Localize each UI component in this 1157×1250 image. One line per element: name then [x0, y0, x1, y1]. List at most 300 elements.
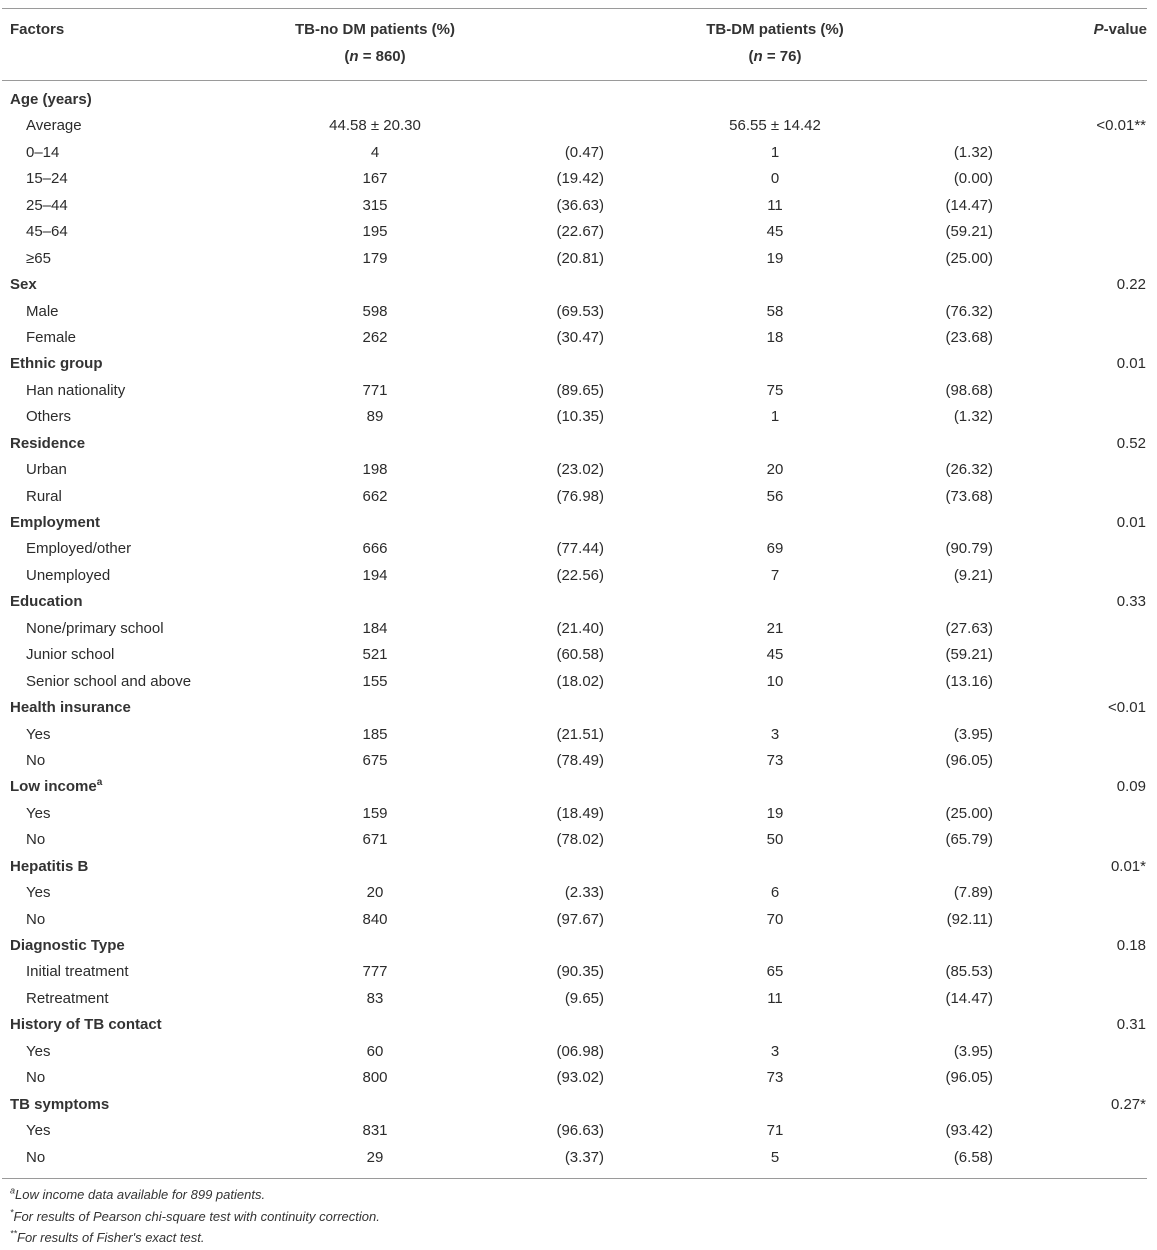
header-pvalue-italic: P — [1093, 21, 1104, 38]
row-label — [26, 113, 82, 139]
table-row — [0, 880, 1157, 906]
no-dm-percent-text: (10.35) — [556, 408, 604, 426]
no-dm-percent — [520, 378, 604, 404]
p-value-text: 0.18 — [1116, 937, 1146, 954]
section-row — [0, 351, 1157, 377]
dm-count-text: 6 — [770, 884, 780, 902]
no-dm-percent-text: (60.58) — [556, 646, 604, 664]
no-dm-count — [235, 801, 515, 827]
dm-percent — [905, 801, 993, 827]
dm-percent — [905, 1065, 993, 1091]
no-dm-percent — [520, 484, 604, 510]
dm-count — [635, 986, 915, 1012]
dm-percent — [905, 193, 993, 219]
row-label-text: 25–44 — [26, 196, 68, 214]
table-row — [0, 113, 1157, 139]
row-label-text: No — [26, 1069, 46, 1087]
row-label-text: Han nationality — [26, 381, 126, 399]
dm-count — [635, 1145, 915, 1171]
row-label-text: 45–64 — [26, 223, 68, 241]
row-label — [26, 722, 50, 748]
row-label — [26, 536, 131, 562]
row-label — [26, 457, 67, 483]
dm-count-text: 7 — [770, 566, 780, 584]
no-dm-count — [235, 827, 515, 853]
row-label-text: Senior school and above — [26, 672, 192, 690]
row-label-text: Yes — [26, 725, 51, 743]
dm-percent-text: (1.32) — [953, 408, 993, 426]
table-row — [0, 219, 1157, 245]
no-dm-percent-text: (77.44) — [556, 540, 604, 558]
dm-percent-text: (23.68) — [945, 328, 993, 346]
section-row — [0, 431, 1157, 457]
no-dm-count-text: 262 — [362, 328, 388, 346]
no-dm-count-text: 198 — [362, 461, 388, 479]
dm-percent-text: (26.32) — [945, 461, 993, 479]
row-label — [26, 299, 59, 325]
no-dm-count-text: 777 — [362, 963, 388, 981]
dm-count — [635, 484, 915, 510]
row-label — [26, 880, 50, 906]
dm-percent-text: (92.11) — [946, 910, 993, 928]
no-dm-count — [235, 1065, 515, 1091]
no-dm-percent — [520, 536, 604, 562]
row-label-text: Retreatment — [26, 989, 109, 1007]
no-dm-count-text: 771 — [362, 381, 388, 399]
no-dm-percent-text: (89.65) — [556, 381, 604, 399]
dm-count — [635, 113, 915, 139]
no-dm-percent — [520, 986, 604, 1012]
dm-count — [635, 219, 915, 245]
dm-count — [635, 748, 915, 774]
no-dm-count-text: 666 — [362, 540, 388, 558]
no-dm-count-text: 167 — [362, 170, 388, 188]
no-dm-count — [235, 246, 515, 272]
header-group1-n: (n = 860) — [344, 48, 406, 65]
row-label — [10, 589, 83, 615]
p-value-text: 0.09 — [1116, 778, 1146, 796]
dm-count-text: 71 — [766, 1122, 784, 1140]
row-label-text: None/primary school — [26, 619, 164, 637]
row-label — [26, 669, 191, 695]
table-row — [0, 959, 1157, 985]
no-dm-percent-text: (96.63) — [556, 1122, 604, 1140]
no-dm-count — [235, 113, 515, 139]
p-value — [1010, 695, 1146, 721]
row-label-text: Yes — [26, 1042, 51, 1060]
dm-count-text: 75 — [766, 381, 784, 399]
no-dm-percent-text: (30.47) — [556, 328, 604, 346]
dm-count — [635, 325, 915, 351]
row-label-text: Residence — [10, 434, 86, 452]
dm-count-text: 11 — [767, 989, 783, 1007]
no-dm-count — [235, 563, 515, 589]
no-dm-count — [235, 299, 515, 325]
row-label-text: No — [26, 1148, 46, 1166]
row-label-text: No — [26, 910, 46, 928]
dm-count-text: 18 — [766, 328, 784, 346]
table-row — [0, 563, 1157, 589]
no-dm-percent-text: (21.40) — [556, 619, 604, 637]
row-label — [26, 140, 59, 166]
no-dm-count-text: 185 — [362, 725, 388, 743]
dm-count — [635, 1118, 915, 1144]
no-dm-count — [235, 880, 515, 906]
table-row — [0, 246, 1157, 272]
p-value-text: 0.31 — [1116, 1016, 1146, 1034]
no-dm-percent-text: (2.33) — [564, 884, 604, 902]
row-label-text: Rural — [26, 487, 62, 505]
row-label — [10, 1012, 162, 1038]
no-dm-percent-text: (78.49) — [556, 751, 604, 769]
no-dm-count-text: 194 — [362, 566, 388, 584]
row-label-text: Ethnic group — [10, 355, 103, 373]
dm-count — [635, 801, 915, 827]
footnote-mark: ** — [10, 1228, 18, 1239]
row-label-text: Employment — [10, 514, 101, 531]
no-dm-percent-text: (78.02) — [556, 831, 604, 849]
dm-count — [635, 246, 915, 272]
no-dm-percent — [520, 801, 604, 827]
row-label — [26, 246, 51, 272]
dm-count — [635, 1065, 915, 1091]
table-row — [0, 801, 1157, 827]
table-row — [0, 827, 1157, 853]
no-dm-percent-text: (76.98) — [556, 487, 604, 505]
dm-percent — [905, 404, 993, 430]
dm-count-text: 3 — [770, 1042, 780, 1060]
no-dm-percent-text: (19.42) — [556, 170, 604, 188]
row-label-text: Yes — [26, 804, 51, 822]
no-dm-percent — [520, 1065, 604, 1091]
no-dm-count — [235, 959, 515, 985]
p-value-text: <0.01 — [1108, 699, 1146, 717]
no-dm-percent-text: (22.56) — [556, 566, 604, 584]
row-label — [10, 510, 100, 536]
no-dm-percent — [520, 166, 604, 192]
footnote-text: For results of Fisher's exact test. — [17, 1230, 205, 1245]
dm-count — [635, 140, 915, 166]
dm-percent — [905, 1039, 993, 1065]
no-dm-percent — [520, 748, 604, 774]
row-label — [26, 1065, 45, 1091]
footnote — [10, 1227, 380, 1249]
no-dm-percent — [520, 1145, 604, 1171]
no-dm-percent-text: (21.51) — [556, 725, 604, 743]
section-row — [0, 589, 1157, 615]
no-dm-percent — [520, 907, 604, 933]
row-label-text: Hepatitis B — [10, 857, 89, 875]
row-label — [26, 959, 129, 985]
no-dm-percent — [520, 325, 604, 351]
no-dm-percent-text: (9.65) — [564, 989, 604, 1007]
table-row — [0, 325, 1157, 351]
dm-count-text: 73 — [766, 1069, 784, 1087]
dm-percent-text: (3.95) — [953, 1042, 993, 1060]
dm-count — [635, 166, 915, 192]
dm-count-text: 1 — [770, 143, 780, 161]
row-label-text: Employed/other — [26, 540, 132, 558]
p-value — [1010, 933, 1146, 959]
footnote-mark: * — [10, 1207, 14, 1218]
table-row — [0, 642, 1157, 668]
no-dm-count — [235, 166, 515, 192]
row-label — [10, 351, 103, 377]
p-value — [1010, 1012, 1146, 1038]
row-label — [26, 801, 50, 827]
row-label-text: History of TB contact — [10, 1016, 162, 1034]
dm-count-text: 11 — [767, 196, 783, 214]
no-dm-percent-text: (23.02) — [556, 461, 604, 479]
no-dm-percent — [520, 880, 604, 906]
table-body — [0, 87, 1157, 1171]
dm-count-text: 5 — [770, 1148, 780, 1166]
no-dm-percent — [520, 246, 604, 272]
p-value — [1010, 1092, 1146, 1118]
dm-count-text: 73 — [766, 751, 784, 769]
no-dm-percent-text: (22.67) — [556, 223, 604, 241]
table-row — [0, 986, 1157, 1012]
no-dm-count — [235, 325, 515, 351]
dm-percent-text: (6.58) — [953, 1148, 993, 1166]
dm-percent-text: (3.95) — [953, 725, 993, 743]
header-pvalue — [1094, 21, 1147, 38]
no-dm-count — [235, 642, 515, 668]
dm-count-text: 3 — [770, 725, 780, 743]
p-value-text: 0.01 — [1116, 355, 1146, 373]
no-dm-percent-text: (18.49) — [556, 804, 604, 822]
dm-percent — [905, 140, 993, 166]
no-dm-count — [235, 140, 515, 166]
section-row — [0, 933, 1157, 959]
footnote — [10, 1184, 380, 1206]
dm-count — [635, 457, 915, 483]
dm-count — [635, 563, 915, 589]
no-dm-count-text: 179 — [362, 249, 388, 267]
no-dm-count-text: 675 — [362, 751, 388, 769]
row-label-text: Female — [26, 328, 77, 346]
dm-count — [635, 536, 915, 562]
row-label — [10, 431, 85, 457]
no-dm-count — [235, 457, 515, 483]
no-dm-percent-text: (36.63) — [556, 196, 604, 214]
p-value — [1010, 774, 1146, 800]
table-row — [0, 669, 1157, 695]
table-row — [0, 748, 1157, 774]
dm-count-text: 70 — [766, 910, 784, 928]
no-dm-percent — [520, 457, 604, 483]
no-dm-count-text: 60 — [366, 1042, 384, 1060]
no-dm-percent — [520, 1039, 604, 1065]
no-dm-count-text: 521 — [362, 646, 388, 664]
p-value-text: 0.01 — [1116, 514, 1146, 531]
dm-count-text: 45 — [766, 646, 784, 664]
dm-percent — [905, 457, 993, 483]
header-group1-n-value: = 860 — [362, 48, 401, 65]
dm-percent — [905, 959, 993, 985]
p-value — [1010, 272, 1146, 298]
dm-percent — [905, 166, 993, 192]
header-group1-n-label: n — [349, 48, 359, 65]
no-dm-count-text: 840 — [362, 910, 388, 928]
no-dm-percent-text: (97.67) — [556, 910, 604, 928]
row-label-text: Low income — [10, 778, 97, 796]
dm-count-text: 56 — [766, 487, 784, 505]
dm-percent — [905, 748, 993, 774]
section-row — [0, 774, 1157, 800]
dm-percent-text: (13.16) — [945, 672, 993, 690]
footnote-marker: a — [96, 777, 103, 789]
header-group2-n: (n = 76) — [748, 48, 802, 65]
dm-percent — [905, 299, 993, 325]
table-row — [0, 140, 1157, 166]
row-label-text: Junior school — [26, 646, 115, 664]
footnote — [10, 1206, 380, 1228]
no-dm-percent — [520, 722, 604, 748]
dm-percent-text: (25.00) — [945, 804, 993, 822]
no-dm-count-text: 315 — [362, 196, 388, 214]
row-label — [26, 986, 109, 1012]
no-dm-count — [235, 986, 515, 1012]
row-label-text: Sex — [10, 276, 37, 294]
dm-percent-text: (96.05) — [945, 1069, 993, 1087]
p-value-text: <0.01** — [1096, 117, 1146, 135]
dm-percent — [905, 986, 993, 1012]
dm-percent — [905, 484, 993, 510]
no-dm-count-text: 155 — [362, 672, 388, 690]
no-dm-count-text: 89 — [366, 408, 384, 426]
header-group2-n-value: = 76 — [766, 48, 797, 65]
header-group1 — [235, 21, 515, 65]
dm-percent — [905, 219, 993, 245]
dm-percent-text: (59.21) — [945, 223, 993, 241]
row-label — [26, 378, 125, 404]
header-pvalue-rest: -value — [1103, 21, 1147, 38]
no-dm-percent — [520, 1118, 604, 1144]
no-dm-percent — [520, 140, 604, 166]
row-label-text: 0–14 — [26, 143, 60, 161]
row-label-text: Average — [26, 117, 82, 135]
row-label-text: Unemployed — [26, 566, 111, 584]
no-dm-count-text: 83 — [366, 989, 384, 1007]
dm-percent-text: (25.00) — [945, 249, 993, 267]
dm-count — [635, 827, 915, 853]
row-label — [26, 1145, 45, 1171]
table-row — [0, 193, 1157, 219]
dm-count — [635, 722, 915, 748]
dm-percent-text: (9.21) — [953, 566, 993, 584]
p-value — [1010, 510, 1146, 536]
p-value-text: 0.33 — [1116, 593, 1146, 611]
dm-count-text: 19 — [766, 804, 784, 822]
no-dm-percent — [520, 563, 604, 589]
header-group2-title: TB-DM patients (%) — [706, 21, 844, 38]
no-dm-count — [235, 669, 515, 695]
dm-percent-text: (65.79) — [945, 831, 993, 849]
dm-count-text: 58 — [766, 302, 784, 320]
no-dm-count — [235, 536, 515, 562]
row-label — [26, 193, 68, 219]
dm-percent — [905, 325, 993, 351]
footnote-text: Low income data available for 899 patients. — [15, 1187, 266, 1202]
row-label-text: Health insurance — [10, 699, 131, 717]
dm-percent-text: (93.42) — [945, 1122, 993, 1140]
dm-count — [635, 907, 915, 933]
row-label-text: No — [26, 751, 46, 769]
row-label-text: Others — [26, 408, 72, 426]
row-label — [26, 1039, 50, 1065]
dm-percent-text: (0.00) — [953, 170, 993, 188]
dm-count — [635, 193, 915, 219]
row-label — [26, 484, 62, 510]
dm-count — [635, 616, 915, 642]
no-dm-count — [235, 193, 515, 219]
section-row — [0, 510, 1157, 536]
no-dm-percent — [520, 193, 604, 219]
dm-percent — [905, 378, 993, 404]
p-value-text: 0.27* — [1110, 1095, 1146, 1113]
dm-percent — [905, 1145, 993, 1171]
dm-percent — [905, 827, 993, 853]
dm-percent-text: (85.53) — [945, 963, 993, 981]
no-dm-percent — [520, 616, 604, 642]
no-dm-count-text: 184 — [362, 619, 388, 637]
dm-percent-text: (96.05) — [945, 751, 993, 769]
no-dm-count-text: 29 — [366, 1148, 384, 1166]
dm-percent-text: (27.63) — [945, 619, 993, 637]
dm-count — [635, 642, 915, 668]
dm-count-text: 1 — [770, 408, 780, 426]
row-label-text: Diagnostic Type — [10, 937, 125, 954]
row-label — [26, 166, 68, 192]
dm-count-text: 50 — [766, 831, 784, 849]
table-row — [0, 907, 1157, 933]
no-dm-percent-text: (0.47) — [564, 143, 604, 161]
dm-count — [635, 1039, 915, 1065]
no-dm-count-text: 20 — [366, 884, 384, 902]
no-dm-percent — [520, 219, 604, 245]
no-dm-count-text: 800 — [362, 1069, 388, 1087]
header-rule — [2, 80, 1147, 81]
no-dm-percent — [520, 959, 604, 985]
no-dm-count — [235, 1118, 515, 1144]
row-label — [10, 774, 102, 800]
no-dm-count — [235, 1145, 515, 1171]
no-dm-count — [235, 219, 515, 245]
dm-count — [635, 299, 915, 325]
no-dm-percent — [520, 404, 604, 430]
row-label — [10, 695, 131, 721]
no-dm-percent-text: (3.37) — [564, 1148, 604, 1166]
dm-count-text: 45 — [766, 223, 784, 241]
no-dm-count-text: 598 — [362, 302, 388, 320]
row-label — [10, 854, 88, 880]
dm-count-text: 0 — [770, 170, 780, 188]
no-dm-percent — [520, 669, 604, 695]
table-top-rule — [2, 8, 1147, 9]
no-dm-count — [235, 616, 515, 642]
no-dm-percent-text: (69.53) — [556, 302, 604, 320]
no-dm-percent-text: (06.98) — [556, 1042, 604, 1060]
dm-count-text: 21 — [766, 619, 784, 637]
row-label — [26, 1118, 50, 1144]
table-row — [0, 484, 1157, 510]
table-row — [0, 1145, 1157, 1171]
no-dm-count-text: 44.58 ± 20.30 — [329, 117, 421, 135]
p-value — [1010, 351, 1146, 377]
row-label-text: Yes — [26, 1122, 51, 1140]
dm-percent-text: (59.21) — [945, 646, 993, 664]
